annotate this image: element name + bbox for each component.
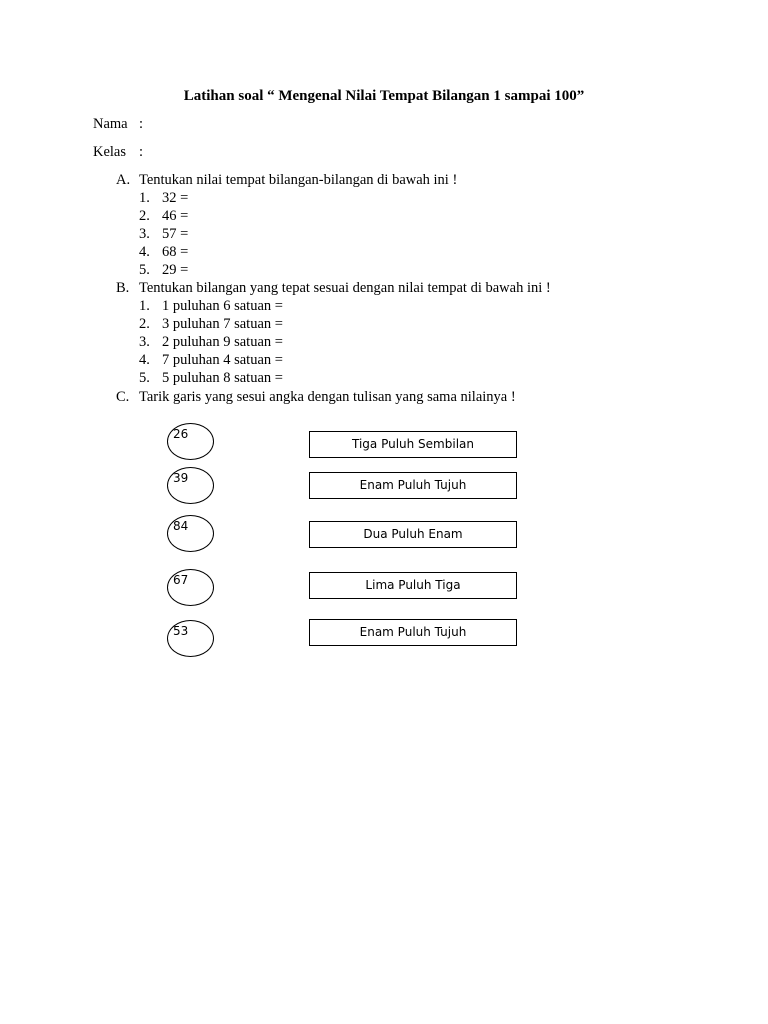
item-number: 2. <box>139 316 150 332</box>
name-colon: : <box>139 116 144 132</box>
item-text: 3 puluhan 7 satuan = <box>162 316 283 332</box>
item-number: 4. <box>139 352 150 368</box>
item-text: 5 puluhan 8 satuan = <box>162 370 283 386</box>
number-circle <box>167 620 214 657</box>
number-circle <box>167 569 214 606</box>
number-circle <box>167 423 214 460</box>
item-text: 32 = <box>162 190 189 206</box>
word-box: Tiga Puluh Sembilan <box>309 431 517 458</box>
section-instruction: Tentukan nilai tempat bilangan-bilangan di bawah ini ! <box>139 172 458 188</box>
word-box: Enam Puluh Tujuh <box>309 619 517 646</box>
section-marker: C. <box>116 389 130 405</box>
item-text: 7 puluhan 4 satuan = <box>162 352 283 368</box>
item-text: 68 = <box>162 244 189 260</box>
page-title: Latihan soal “ Mengenal Nilai Tempat Bilangan 1 sampai 100” <box>183 88 585 104</box>
class-colon: : <box>139 144 144 160</box>
section-instruction: Tentukan bilangan yang tepat sesuai dengan nilai tempat di bawah ini ! <box>139 280 551 296</box>
item-number: 1. <box>139 190 150 206</box>
class-label: Kelas <box>93 144 127 160</box>
name-label: Nama <box>93 116 128 132</box>
section-marker: B. <box>116 280 130 296</box>
item-text: 2 puluhan 9 satuan = <box>162 334 283 350</box>
item-text: 1 puluhan 6 satuan = <box>162 298 283 314</box>
section-instruction: Tarik garis yang sesui angka dengan tulisan yang sama nilainya ! <box>139 389 516 405</box>
item-number: 5. <box>139 262 150 278</box>
item-number: 1. <box>139 298 150 314</box>
item-text: 29 = <box>162 262 189 278</box>
circle-number: 67 <box>173 573 189 587</box>
item-text: 57 = <box>162 226 189 242</box>
circle-number: 26 <box>173 427 189 441</box>
word-box: Enam Puluh Tujuh <box>309 472 517 499</box>
number-circle <box>167 467 214 504</box>
number-circle <box>167 515 214 552</box>
item-number: 3. <box>139 334 150 350</box>
item-number: 4. <box>139 244 150 260</box>
item-number: 2. <box>139 208 150 224</box>
circle-number: 53 <box>173 624 189 638</box>
circle-number: 84 <box>173 519 189 533</box>
item-number: 3. <box>139 226 150 242</box>
circle-number: 39 <box>173 471 189 485</box>
item-text: 46 = <box>162 208 189 224</box>
item-number: 5. <box>139 370 150 386</box>
section-marker: A. <box>116 172 131 188</box>
word-box: Lima Puluh Tiga <box>309 572 517 599</box>
word-box: Dua Puluh Enam <box>309 521 517 548</box>
